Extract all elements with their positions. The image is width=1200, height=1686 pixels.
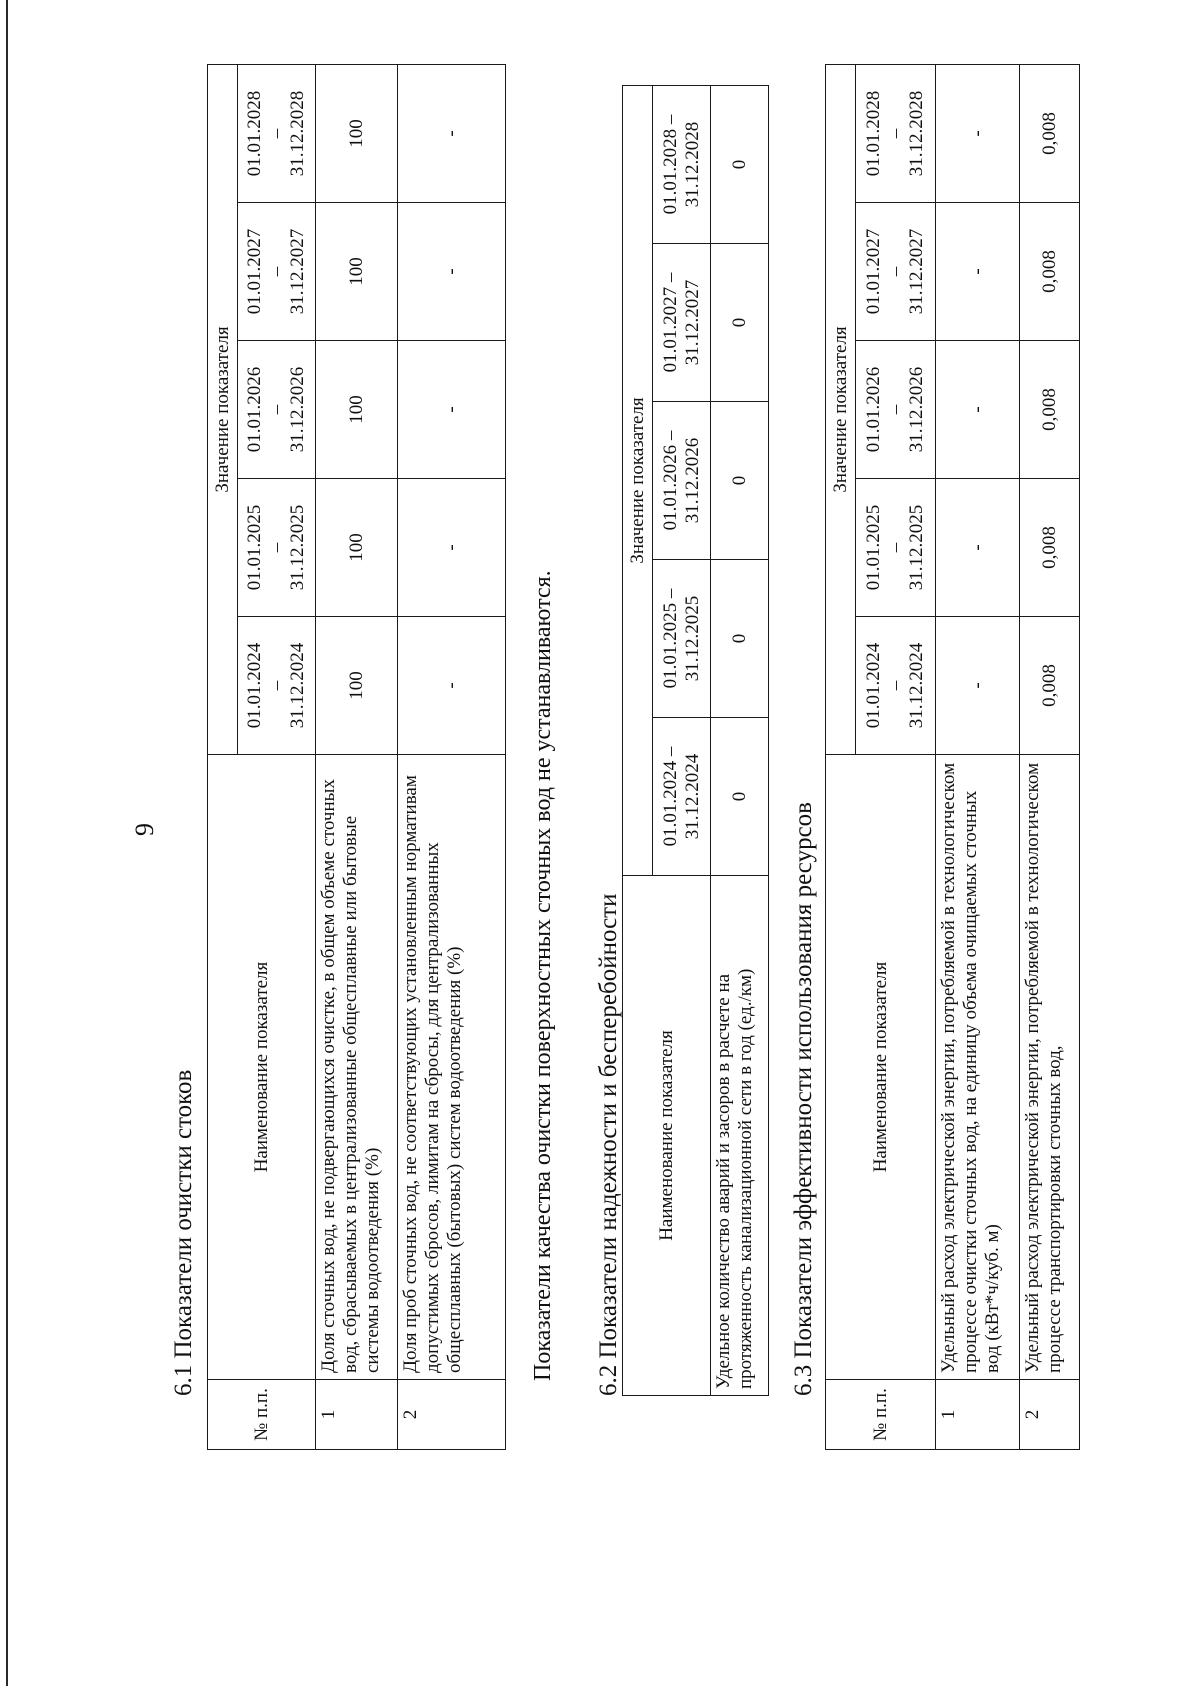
period-header: 01.01.2025 – 31.12.2025 xyxy=(653,560,711,718)
cell-value: - xyxy=(398,341,506,479)
period-header: 01.01.2025 – 31.12.2025 xyxy=(238,479,316,617)
col-number-header: № п.п. xyxy=(826,1380,936,1450)
cell-value: - xyxy=(398,64,506,202)
period-header: 01.01.2025 – 31.12.2025 xyxy=(856,479,936,617)
col-name-header: Наименование показателя xyxy=(826,755,936,1380)
cell-value: 100 xyxy=(316,203,398,341)
period-header: 01.01.2028 – 31.12.2028 xyxy=(238,64,316,202)
section-6-1-heading: 6.1 Показатели очистки стоков xyxy=(170,1069,197,1396)
period-header: 01.01.2024 – 31.12.2024 xyxy=(653,718,711,876)
table-row xyxy=(936,64,1020,1449)
period-header: 01.01.2027 – 31.12.2027 xyxy=(653,244,711,402)
cell-value: 0,008 xyxy=(1020,617,1080,755)
period-header: 01.01.2027 – 31.12.2027 xyxy=(238,203,316,341)
row-name: Доля сточных вод, не подвергающихся очистке, в общем объеме сточных вод, сбрасываемых в централизованные общесплавные или бытовые системы водоотведения (%) xyxy=(316,755,398,1380)
page-number: 9 xyxy=(130,823,159,836)
cell-value: 0 xyxy=(711,85,769,243)
cell-value: 0 xyxy=(711,718,769,876)
row-name: Удельный расход электрической энергии, потребляемой в технологическом процессе транспортировки сточных вод, xyxy=(1020,755,1080,1380)
cell-value: - xyxy=(398,203,506,341)
row-number: 1 xyxy=(936,1380,1020,1450)
surface-water-note: Показатели качества очистки поверхностных сточных вод не устанавливаются. xyxy=(530,570,556,1381)
table-resource-efficiency xyxy=(825,64,1080,1450)
cell-value: 100 xyxy=(316,341,398,479)
cell-value: - xyxy=(936,64,1020,202)
period-header: 01.01.2028 – 31.12.2028 xyxy=(653,85,711,243)
cell-value: 100 xyxy=(316,617,398,755)
row-number: 1 xyxy=(316,1380,398,1450)
row-number: 2 xyxy=(1020,1380,1080,1450)
table-sewage-treatment xyxy=(207,64,506,1450)
period-header: 01.01.2027 – 31.12.2027 xyxy=(856,203,936,341)
cell-value: - xyxy=(398,617,506,755)
row-number: 2 xyxy=(398,1380,506,1450)
col-value-header: Значение показателя xyxy=(208,64,238,754)
cell-value: - xyxy=(936,203,1020,341)
cell-value: 100 xyxy=(316,479,398,617)
cell-value: 0 xyxy=(711,244,769,402)
table-row xyxy=(711,85,769,1395)
cell-value: 0 xyxy=(711,560,769,718)
cell-value: 0,008 xyxy=(1020,64,1080,202)
row-name: Удельный расход электрической энергии, потребляемой в технологическом процессе очистки сточных вод, на единицу объема очищаемых сточных вод (кВт*ч/куб. м) xyxy=(936,755,1020,1380)
table-row xyxy=(398,64,506,1449)
cell-value: - xyxy=(398,479,506,617)
col-name-header: Наименование показателя xyxy=(623,876,711,1396)
cell-value: 0 xyxy=(711,402,769,560)
col-value-header: Значение показателя xyxy=(826,64,856,754)
row-name: Удельное количество аварий и засоров в расчете на протяженность канализационной сети в год (ед./км) xyxy=(711,876,769,1396)
cell-value: 100 xyxy=(316,64,398,202)
cell-value: - xyxy=(936,341,1020,479)
period-header: 01.01.2024 – 31.12.2024 xyxy=(238,617,316,755)
col-number-header: № п.п. xyxy=(208,1380,316,1450)
cell-value: - xyxy=(936,479,1020,617)
period-header: 01.01.2026 – 31.12.2026 xyxy=(856,341,936,479)
section-6-2-heading: 6.2 Показатели надежности и бесперебойности xyxy=(595,893,622,1396)
col-value-header: Значение показателя xyxy=(623,85,653,875)
period-header: 01.01.2026 – 31.12.2026 xyxy=(653,402,711,560)
table-row xyxy=(316,64,398,1449)
cell-value: 0,008 xyxy=(1020,479,1080,617)
row-name: Доля проб сточных вод, не соответствующих установленным нормативам допустимых сбросов, лимитам на сбросы, для централизованных общесплавных (бытовых) систем водоотведения (%) xyxy=(398,755,506,1380)
cell-value: - xyxy=(936,617,1020,755)
table-reliability xyxy=(622,85,769,1396)
period-header: 01.01.2024 – 31.12.2024 xyxy=(856,617,936,755)
col-name-header: Наименование показателя xyxy=(208,755,316,1380)
cell-value: 0,008 xyxy=(1020,341,1080,479)
period-header: 01.01.2028 – 31.12.2028 xyxy=(856,64,936,202)
cell-value: 0,008 xyxy=(1020,203,1080,341)
table-row xyxy=(1020,64,1080,1449)
section-6-3-heading: 6.3 Показатели эффективности использования ресурсов xyxy=(790,802,817,1396)
period-header: 01.01.2026 – 31.12.2026 xyxy=(238,341,316,479)
